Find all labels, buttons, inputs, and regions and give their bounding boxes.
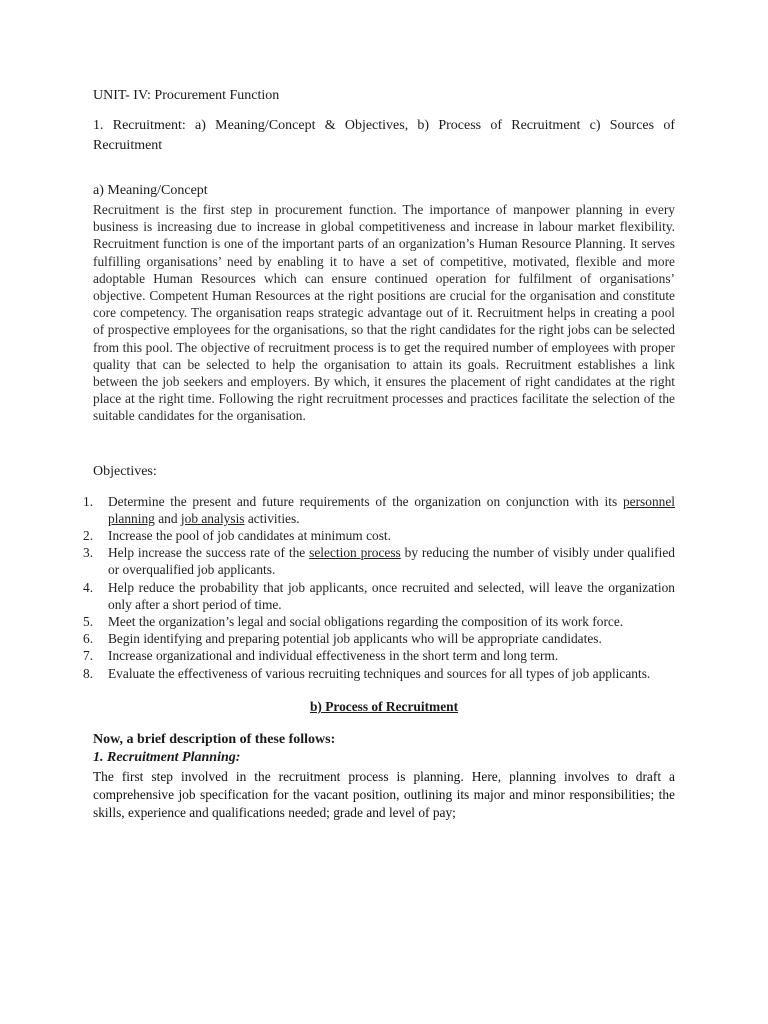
objective-item (83, 544, 676, 578)
objective-text: activities. (244, 510, 300, 526)
objective-number: 4. (83, 579, 94, 595)
topic-heading: 1. Recruitment: a) Meaning/Concept & Objectives, b) Process of Recruitment c) Sources of Recruitment (93, 118, 675, 153)
process-heading: b) Process of Recruitment (309, 698, 459, 714)
objective-number: 3. (83, 545, 94, 561)
section-a-label: a) Meaning/Concept (93, 183, 208, 198)
objective-number: 2. (83, 528, 94, 544)
objective-text: Help reduce the probability that job applicants, once recruited and selected, will leave the organization only after a short period of time. (108, 579, 675, 612)
objective-text: Meet the organization’s legal and social obligations regarding the composition of its work force. (108, 614, 624, 630)
objective-number: 6. (83, 631, 94, 647)
objective-text: Determine the present and future requirements of the organization on conjunction with its (108, 493, 623, 509)
objective-text: by reducing the number of visibly under qualified or overqualified job applicants. (108, 545, 676, 578)
planning-heading: 1. Recruitment Planning: (93, 749, 241, 765)
objectives-list (83, 493, 676, 682)
document-content (83, 86, 676, 822)
objective-number: 8. (83, 665, 94, 681)
objective-text: Evaluate the effectiveness of various recruiting techniques and sources for all types of job applicants. (108, 665, 651, 681)
objective-number: 1. (83, 493, 94, 509)
meaning-paragraph: Recruitment is the first step in procurement function. The importance of manpower planning in every business is increasing due to increase in global competitiveness and increase in labour market flexibility. Recruitment function is one of the important parts of an organization’s Human Resource Planning. It serves fulfilling organisations’ need by enabling it to have a set of competitive, motivated, flexible and more adoptable Human Resources which can ensure continued operation for fulfilment of organisations’ objective. Competent Human Resources at the right positions are crucial for the organisation and constitute core competency. The organisation reaps strategic advantage out of it. Recruitment helps in creating a pool of prospective employees for the organisations, so that the right candidates for the right jobs can be selected from this pool. The objective of recruitment process is to get the required number of employees with proper quality that can be selected to help the organisation to attain its goals. Recruitment establishes a link between the job seekers and employers. By which, it ensures the placement of right candidates at the right place at the right time. Following the right recruitment processes and practices facilitate the selection of the suitable candidates for the organisation. (93, 202, 675, 424)
objective-text: Begin identifying and preparing potential job applicants who will be appropriate candidates. (108, 631, 602, 647)
objective-item (83, 493, 675, 527)
objective-item (83, 527, 675, 544)
objective-text: and (154, 510, 181, 526)
objective-number: 5. (83, 614, 94, 630)
objective-text: Increase organizational and individual effectiveness in the short term and long term. (108, 648, 559, 664)
objective-text: Increase the pool of job candidates at minimum cost. (108, 528, 391, 544)
unit-title: UNIT- IV: Procurement Function (93, 88, 280, 103)
objective-item (83, 613, 675, 630)
objective-number: 7. (83, 648, 94, 664)
personnel-planning-link[interactable]: personnel planning (108, 493, 675, 526)
objective-item (83, 647, 675, 664)
brief-description: Now, a brief description of these follows: (93, 731, 336, 747)
objective-item (83, 579, 675, 613)
objective-item (83, 665, 675, 682)
selection-process-link[interactable]: selection process (309, 545, 401, 561)
job-analysis-link[interactable]: job analysis (180, 510, 245, 526)
objective-text: Help increase the success rate of the (108, 545, 310, 561)
objectives-label: Objectives: (93, 463, 157, 479)
objective-item (83, 630, 675, 647)
planning-paragraph: The first step involved in the recruitment process is planning. Here, planning involves to draft a comprehensive job specification for the vacant position, outlining its major and minor responsibilities; the skills, experience and qualifications needed; grade and level of pay; (93, 768, 675, 820)
